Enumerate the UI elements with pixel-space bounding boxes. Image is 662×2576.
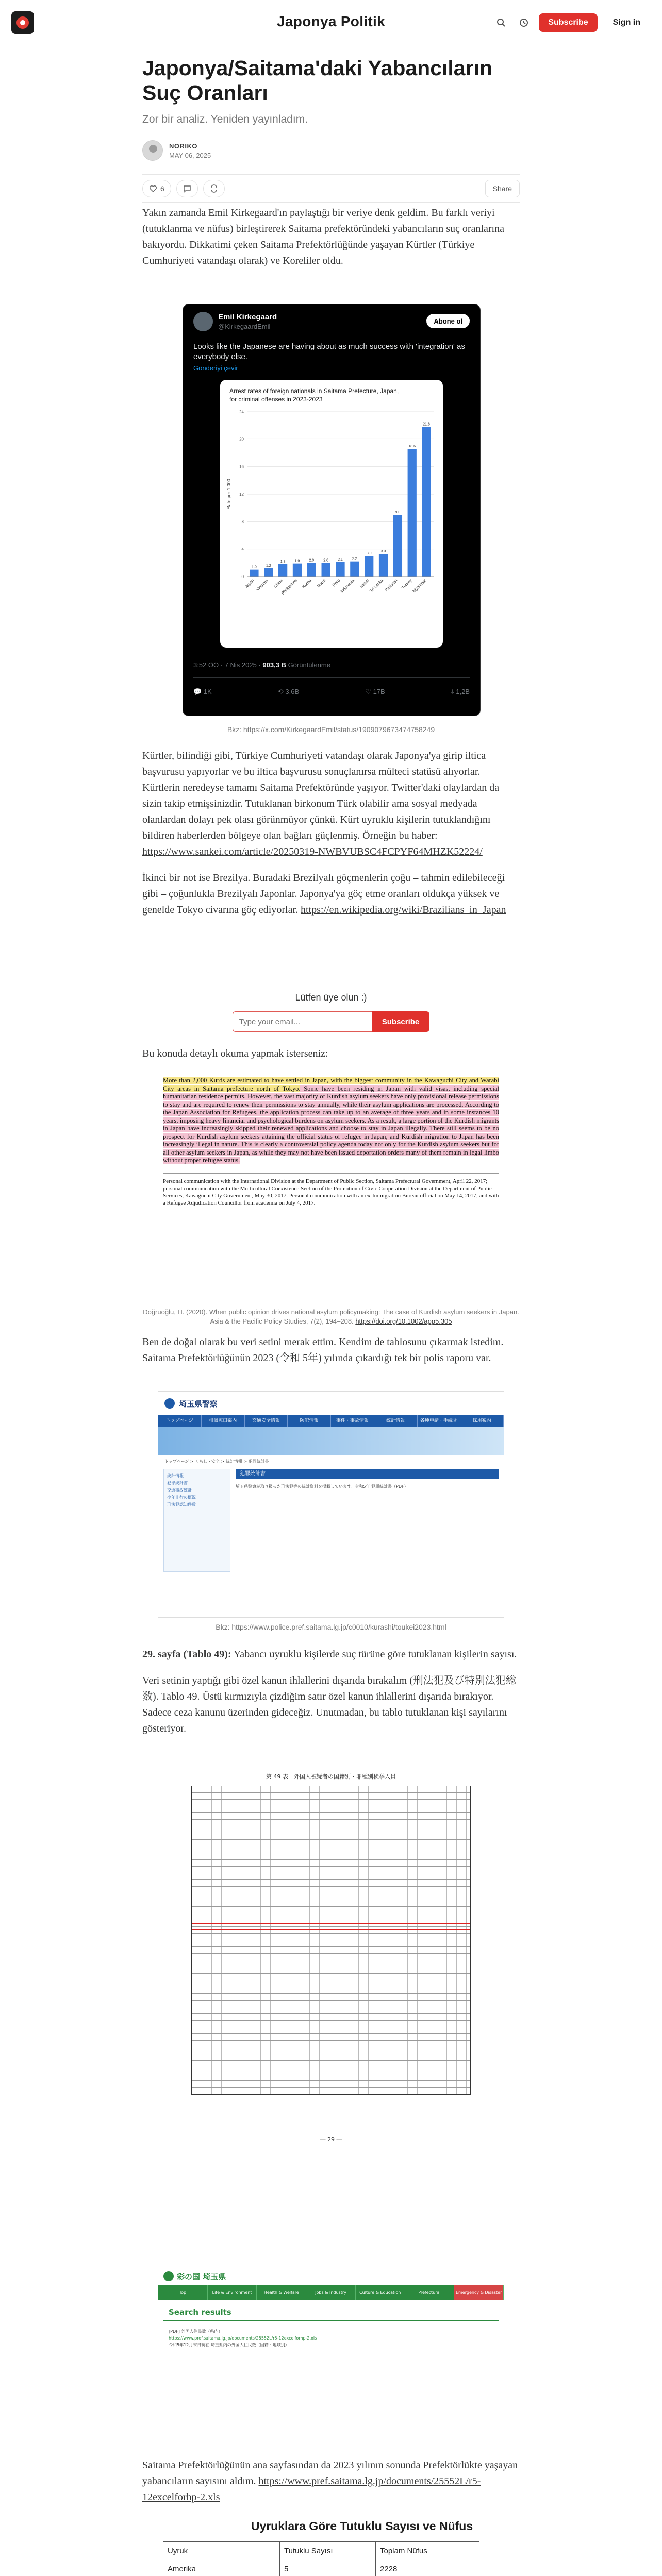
table-cell: Uyruk <box>163 2542 280 2560</box>
share-button[interactable]: Share <box>485 180 520 197</box>
x-tick-label: Myanmar <box>411 578 427 594</box>
y-tick-label: 0 <box>241 574 244 579</box>
tweet-author-handle[interactable]: @KirkegaardEmil <box>218 323 271 330</box>
table-row <box>163 2542 479 2560</box>
kurds-paragraph: Kürtler, bilindiği gibi, Türkiye Cumhuriyeti vatandaşı olarak Japonya'ya girip iltica başvurusu yapıyorlar ve bu iltica başvurusu sonuçlanırsa mülteci statüsü alıyorlar. Kürtlerin neredeyse tamamı Saitama Prefektöründe yaşıyor. Twitter'daki olaylardan da sizin takip etmişsinizdir. Tutuklanan birkonum Türk olabilir ama sosyal medyada olanlardan dolayı pek olası görünmüyor çünkü. Kürt uyruklu kişilerin tutuklandığını bildiren haberlerden bölgeye olan bağları güçlenmiş. Örneğin bu haber: https://www.sankei.com/article/20250319-NWBVUBSC4FCPYF64MHZK52224/ <box>142 750 500 857</box>
table49-section <box>142 1647 520 1737</box>
bar <box>422 427 431 577</box>
post-title: Japonya/Saitama'daki Yabancıların Suç Oranları <box>142 56 492 105</box>
site-caption-wrap <box>142 1623 520 1631</box>
ss-nav: Top Life & Environment Health & Welfare Jobs & Industry Culture & Education Prefectural Government Emergency & Disaster <box>158 2285 504 2300</box>
tweet-bookmarks[interactable]: ⤓ 1,2B <box>451 688 470 696</box>
site-banner <box>158 1427 504 1455</box>
bar-data-label: 1.2 <box>266 564 271 568</box>
notes-icon[interactable] <box>516 15 532 30</box>
x-tick-label: Nepal <box>358 578 370 589</box>
ss-site-title: 彩の国 埼玉県 <box>177 2272 226 2281</box>
population-xls-link[interactable]: https://www.pref.saitama.lg.jp/documents/25552L/r5-12excelforhp-2.xls <box>142 2476 481 2503</box>
intro-paragraph: Yakın zamanda Emil Kirkegaard'ın paylaştığı bir veriye denk geldim. Bu farklı veriyi (tutuklanma ve nüfus) birleştirerek Saitama prefektöründeki yabancıların suç oranlarına bakıyordu. Dikkatimi çeken Saitama Prefektörlüğünde yaşayan Kürtler (Türkiye Cumhuriyeti vatandaşı olarak) ve Koreliler oldu. <box>142 207 504 266</box>
header-subscribe-button[interactable]: Subscribe <box>539 13 597 32</box>
bar-data-label: 2.1 <box>338 558 343 562</box>
special-law-paragraph: Veri setinin yaptığı gibi özel kanun ihlallerini dışarıda bırakalım (刑法犯及び特別法犯総数). Tablo 49. Üstü kırmızıyla çizdiğim satır özel kanun ihlallerini dışarıda bırakıyor. Sadece ceza kanunu üzerinden gideceğiz. Unutmadan, bu tablo tutuklanan kişi sayılarını gösteriyor. <box>142 1675 516 1734</box>
search-results-heading: Search results <box>163 2300 499 2321</box>
population-section <box>142 2458 520 2505</box>
comment-icon <box>183 184 191 193</box>
like-button[interactable] <box>142 180 171 197</box>
table-row <box>163 2560 479 2576</box>
y-tick-label: 24 <box>239 410 244 414</box>
paper-citation: Doğruoğlu, H. (2020). When public opinion drives national asylum policymaking: The case of Kurdish asylum seekers in Japan. Asia & the Pacific Policy Studies, 7(2), 194–208. https://doi.org/10.1002/app5.305 <box>143 1308 519 1325</box>
tweet-embed[interactable] <box>183 304 481 716</box>
x-tick-label: Sri Lanka <box>368 578 384 594</box>
table-cell: Amerika <box>163 2560 280 2576</box>
y-tick-label: 4 <box>241 547 244 552</box>
scan-grid <box>191 1786 471 2095</box>
scan-wrap <box>142 1772 520 2226</box>
police-emblem-icon <box>164 1398 175 1409</box>
site-title: 埼玉県警察 <box>179 1399 218 1409</box>
bar <box>365 556 373 577</box>
subscribe-button[interactable]: Subscribe <box>372 1011 430 1032</box>
tweet-caption-wrap <box>142 725 520 734</box>
x-tick-label: Korea <box>301 578 312 589</box>
top-bar <box>0 0 662 45</box>
bar <box>350 562 359 577</box>
population-paragraph: Saitama Prefektörlüğünün ana sayfasından da 2023 yılının sonunda Prefektörlükte yaşayan yabancıların sayısını aldım. https://www.pref.saitama.lg.jp/documents/25552L/r5-12excelforhp-2.xls <box>142 2460 518 2503</box>
paper-cite-wrap <box>142 1298 520 1326</box>
police-site-wrap <box>142 1391 520 1633</box>
site-header <box>158 1392 504 1415</box>
byline <box>142 140 520 161</box>
dataset-section <box>142 1334 520 1366</box>
table49-paragraph: 29. sayfa (Tablo 49): Yabancı uyruklu kişilerde suç türüne göre tutuklanan kişilerin sayısı. <box>142 1649 517 1660</box>
x-tick-label: Turkey <box>401 578 413 590</box>
tweet-likes[interactable]: ♡ 17B <box>365 688 385 696</box>
table49-scan-image[interactable] <box>191 1772 471 2143</box>
table-cell: 2228 <box>376 2560 479 2576</box>
y-tick-label: 12 <box>239 492 244 497</box>
ss-header <box>158 2267 504 2285</box>
tweet-section <box>142 304 520 732</box>
site-nav: トップページ 相談窓口案内 交通安全情報 防犯情報 事件・事故情報 統計情報 各種申請・手続き 採用案内 <box>158 1415 504 1427</box>
arrests-population-table <box>163 2541 479 2576</box>
chart-title-line2: for criminal offenses in 2023-2023 <box>229 396 323 403</box>
subscribe-widget <box>142 992 520 1032</box>
bar-data-label: 1.8 <box>280 560 286 564</box>
restack-icon <box>210 184 218 193</box>
reading-paragraph: Bu konuda detaylı okuma yapmak isterseniz: <box>142 1048 328 1059</box>
tweet-caption: Bkz: https://x.com/KirkegaardEmil/status/1909079673474758249 <box>227 725 435 734</box>
bar-chart <box>220 380 443 648</box>
dataset-paragraph: Ben de doğal olarak bu veri setini merak ettim. Kendim de tablosunu çıkarmak istedim. Saitama Prefektörlüğünün 2023 (令和 5年) yılında çıkardığı tek bir polis raporu var. <box>142 1336 504 1364</box>
subscribe-widget-wrap <box>142 992 520 1033</box>
tweet-views: 903,3 B <box>262 661 286 669</box>
scan-page-number: ― 29 ― <box>320 2136 342 2143</box>
search-shot-wrap <box>142 2267 520 2421</box>
bar-data-label: 9.0 <box>395 511 401 514</box>
paper-excerpt-image[interactable] <box>163 1077 499 1207</box>
search-icon[interactable] <box>493 15 509 30</box>
prefecture-logo-icon <box>163 2271 174 2281</box>
tweet-text: Looks like the Japanese are having about as much success with 'integration' as everybody else. <box>193 342 465 361</box>
site-breadcrumb: トップページ > くらし・安全 > 統計情報 > 犯罪統計書 <box>164 1459 269 1464</box>
x-tick-label: Peru <box>332 578 341 588</box>
x-tick-label: China <box>272 578 284 589</box>
comment-button[interactable] <box>176 180 198 197</box>
police-site-screenshot[interactable] <box>158 1391 504 1618</box>
bar <box>293 564 302 577</box>
tweet-author-name[interactable]: Emil Kirkegaard <box>218 313 277 321</box>
bar <box>408 449 417 577</box>
reading-section <box>142 1046 520 1062</box>
table-cell: Tutuklu Sayısı <box>280 2542 376 2560</box>
email-input[interactable] <box>233 1011 372 1032</box>
bar-data-label: 1.9 <box>294 559 300 563</box>
heart-icon <box>149 184 157 193</box>
x-tick-label: Brazil <box>316 578 327 589</box>
bar <box>250 570 258 577</box>
tweet-translate-link[interactable]: Gönderiyi çevir <box>193 364 238 372</box>
bar <box>379 554 388 577</box>
x-tick-label: Philippines <box>280 578 298 596</box>
tweet-meta <box>193 661 330 669</box>
table-cell: Toplam Nüfus <box>376 2542 479 2560</box>
intro-section <box>142 205 520 269</box>
site-section-text: 埼玉県警察が取り扱った刑法犯等の統計資料を掲載しています。令和5年 犯罪統計書（PDF） <box>236 1484 408 1489</box>
restack-button[interactable] <box>203 180 225 197</box>
site-main <box>236 1469 499 1490</box>
doi-link[interactable]: https://doi.org/10.1002/app5.305 <box>355 1317 452 1325</box>
x-tick-label: Japan <box>243 578 255 589</box>
search-results-body: [PDF] 外国人住民数（県内） https://www.pref.saitama.lg.jp/documents/25552L/r5-12excelforhp-2.xls 令和5年12月末日現在 埼玉県内の外国人住民数（国籍・地域別） <box>169 2329 317 2347</box>
bar-data-label: 2.0 <box>323 558 329 563</box>
tweet-avatar[interactable] <box>193 312 213 331</box>
article-header <box>142 56 520 203</box>
sankei-link[interactable]: https://www.sankei.com/article/20250319-NWBVUBSC4FCPYF64MHZK52224/ <box>142 846 483 857</box>
table-section <box>142 2519 520 2576</box>
paper-footnote: Personal communication with the International Division at the Department of Public Section, Saitama Prefectural Government, April 22, 2017; personal communication with the Multicultural Coexistence Section of the Promotion of Civic Cooperation Division at the Department of Public Services, Kawaguchi City Government, May 30, 2017. Personal communication with an ex-Immigration Bureau official on May 14, 2017, and with a Refugee Adjudication Councillor from academia on July 4, 2017. <box>163 1173 499 1207</box>
post-subtitle: Zor bir analiz. Yeniden yayınladım. <box>142 113 308 125</box>
tweet-divider <box>193 677 470 678</box>
tweet-follow-button[interactable]: Abone ol <box>426 314 470 328</box>
tweet-stats <box>193 688 470 696</box>
chart-title: Arrest rates of foreign nationals in Saitama Prefecture, Japan, <box>229 387 399 395</box>
post-actions-bar <box>142 174 520 203</box>
author-avatar[interactable] <box>142 140 163 161</box>
y-axis-label: Rate per 1,000 <box>226 479 231 510</box>
table-cell: 5 <box>280 2560 376 2576</box>
table-title: Uyruklara Göre Tutuklu Sayısı ve Nüfus <box>251 2519 473 2533</box>
x-tick-label: Indonesia <box>339 578 356 594</box>
paper-excerpt: More than 2,000 Kurds are estimated to have settled in Japan, with the biggest community in the Kawaguchi City and Warabi City areas in Saitama prefecture north of Tokyo. Some have been residing in Japan with valid visas, including special humanitarian residence permits. However, the vast majority of Kurdish asylum seekers have only provisional release permissions to stay and are required to renew their permissions to stay annually, while their asylum applications are processed. According to the Japan Association for Refugees, the application process can take up to an average of three years and in some instances 10 years, imposing heavy financial and psychological burdens on asylum seekers. As a result, a large portion of the Kurdish migrants in Japan have increasingly skipped their renewed applications and choose to stay in Japan illegally. There still seems to be no prospect for Kurdish asylum seekers attaining the official status of refugee in Japan, and Kurdish migration to Japan has been increasingly illegal in nature. This is clearly a controversial policy agenda today not only for the Kurdish asylum seekers but for all other asylum seekers in Japan, as while they may not have been issued deportation orders many of them remain in legal limbo without proper refugee status. <box>163 1077 499 1164</box>
y-tick-label: 8 <box>241 519 244 524</box>
tweet-replies[interactable]: 💬 1K <box>193 688 212 696</box>
bar <box>307 563 316 577</box>
prefecture-search-screenshot[interactable] <box>158 2267 504 2411</box>
subscribe-prompt: Lütfen üye olun :) <box>295 992 367 1003</box>
brazil-paragraph: İkinci bir not ise Brezilya. Buradaki Brezilyalı göçmenlerin çoğu – tahmin edilebileceği gibi – çoğunlukla Brezilyalı Japonlar. Japonya'ya göç etme oranları oldukça yüksek ve genelde Tokyo civarına göç ediyorlar. https://en.wikipedia.org/wiki/Brazilians_in_Japan <box>142 872 506 916</box>
scan-title: 第 49 表 外国人被疑者の国籍別・罪種別検挙人員 <box>266 1773 396 1780</box>
like-count: 6 <box>160 184 164 193</box>
site-caption: Bkz: https://www.police.pref.saitama.lg.jp/c0010/kurashi/toukei2023.html <box>216 1623 446 1631</box>
publication-title[interactable]: Japonya Politik <box>277 13 385 29</box>
wikipedia-link[interactable]: https://en.wikipedia.org/wiki/Brazilians_in_Japan <box>301 904 506 916</box>
bar-data-label: 21.8 <box>423 422 430 427</box>
bar <box>264 568 273 577</box>
bar-data-label: 3.3 <box>380 550 386 553</box>
bar-data-label: 3.0 <box>366 552 372 555</box>
bar <box>393 515 402 577</box>
post-date: MAY 06, 2025 <box>169 151 211 159</box>
y-tick-label: 16 <box>239 464 244 469</box>
bar <box>336 562 344 577</box>
bar-data-label: 2.0 <box>309 558 315 563</box>
tweet-retweets[interactable]: ⟲ 3,6B <box>277 688 300 696</box>
highlighted-row <box>192 1923 470 1930</box>
bar <box>322 563 330 577</box>
tweet-views-label: Görüntülenme <box>286 661 330 669</box>
x-tick-label: Pakistan <box>384 578 399 593</box>
signin-button[interactable]: Sign in <box>605 13 649 32</box>
bar <box>278 564 287 577</box>
bar-data-label: 2.2 <box>352 557 357 561</box>
bar-data-label: 1.0 <box>252 565 257 569</box>
top-actions <box>493 12 649 33</box>
kurds-section <box>142 748 520 918</box>
author-name[interactable]: NORIKO <box>169 142 197 150</box>
bar-data-label: 18.6 <box>408 445 416 448</box>
tweet-time[interactable]: 3:52 ÖÖ · 7 Nis 2025 · <box>193 661 263 669</box>
tweet-chart-image[interactable] <box>220 380 443 648</box>
y-tick-label: 20 <box>239 437 244 442</box>
site-section-heading: 犯罪統計書 <box>236 1469 499 1479</box>
site-sidebar: 統計情報 犯罪統計書 交通事故統計 少年非行の概況 刑法犯認知件数 <box>163 1469 230 1572</box>
x-tick-label: Vietnam <box>255 578 270 592</box>
